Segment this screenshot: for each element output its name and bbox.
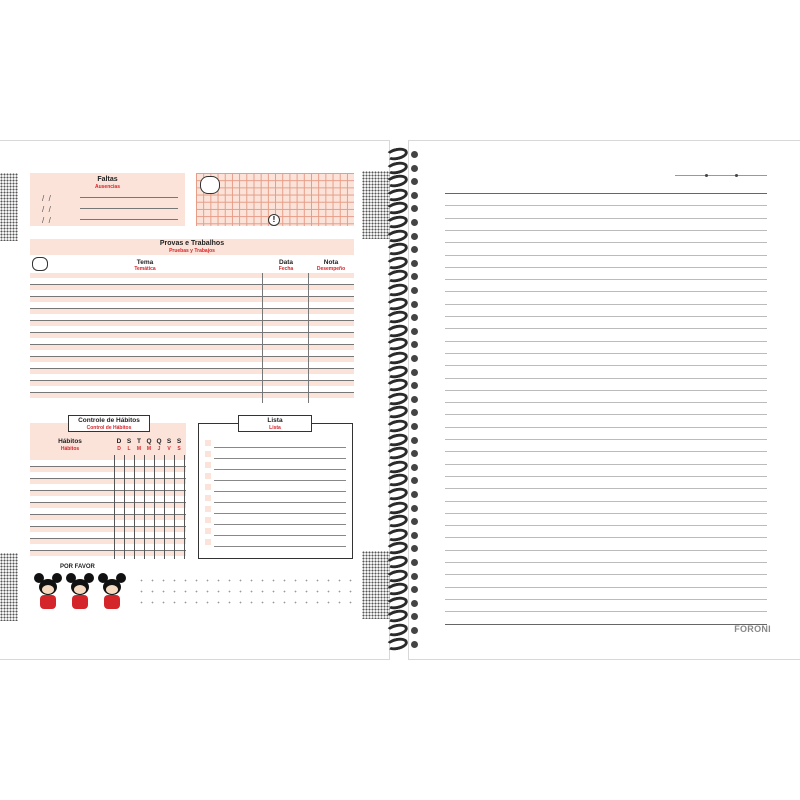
col-tema: Tema	[136, 259, 154, 266]
binding-hole	[411, 151, 418, 158]
lista-title: Lista	[267, 417, 283, 424]
spiral-ring	[385, 391, 409, 407]
spiral-ring	[385, 363, 409, 379]
binding-hole	[411, 450, 418, 457]
date-dot	[735, 174, 738, 177]
binding-hole	[411, 505, 418, 512]
right-page	[408, 140, 800, 660]
lista-line	[214, 524, 346, 525]
binding-hole	[411, 287, 418, 294]
spiral-ring	[385, 635, 409, 651]
ruled-line	[445, 402, 767, 403]
binding-hole	[411, 532, 418, 539]
binding-hole	[411, 314, 418, 321]
habit-day-es: J	[157, 446, 161, 452]
habit-grid-line	[134, 455, 135, 559]
binding-hole	[411, 396, 418, 403]
ruled-line	[445, 587, 767, 588]
lista-line	[214, 513, 346, 514]
habit-grid-line	[174, 455, 175, 559]
provas-divider	[262, 273, 263, 403]
provas-subtitle: Pruebas y Trabajos	[169, 248, 215, 254]
ruled-line	[445, 390, 767, 391]
ruled-line	[445, 476, 767, 477]
binding-hole	[411, 559, 418, 566]
binding-hole	[411, 409, 418, 416]
spiral-ring	[385, 323, 409, 339]
habitos-title-tab	[68, 415, 150, 432]
habit-grid-line	[164, 455, 165, 559]
habit-grid-line	[114, 455, 115, 559]
spiral-ring	[385, 268, 409, 284]
habitos-col-sub: Hábitos	[60, 446, 80, 452]
spiral-ring	[385, 431, 409, 447]
ruled-line	[445, 562, 767, 563]
faltas-date-slash: / / / / / /	[42, 194, 51, 225]
lista-checkbox[interactable]	[205, 484, 211, 490]
por-favor-label: POR FAVOR	[60, 564, 95, 570]
ruled-line	[445, 328, 767, 329]
ruled-line	[445, 439, 767, 440]
binding-hole	[411, 233, 418, 240]
binding-hole	[411, 369, 418, 376]
binding-hole	[411, 301, 418, 308]
spiral-ring	[385, 554, 409, 570]
col-nota: Nota	[323, 259, 339, 266]
binding-hole	[411, 423, 418, 430]
spiral-ring	[385, 146, 409, 162]
habit-day-es: D	[117, 446, 121, 452]
spiral-ring	[385, 540, 409, 556]
binding-hole	[411, 178, 418, 185]
binding-hole	[411, 192, 418, 199]
lista-checkbox[interactable]	[205, 473, 211, 479]
ruled-line	[445, 218, 767, 219]
ruled-line	[445, 267, 767, 268]
halftone-top-left	[0, 173, 18, 241]
lista-checkbox[interactable]	[205, 528, 211, 534]
spiral-ring	[385, 445, 409, 461]
ruled-line	[445, 304, 767, 305]
binding-hole	[411, 477, 418, 484]
ruled-line	[445, 611, 767, 612]
ruled-line	[445, 353, 767, 354]
binding-hole	[411, 165, 418, 172]
habit-grid-line	[124, 455, 125, 559]
binding-hole	[411, 545, 418, 552]
binding-hole	[411, 355, 418, 362]
ruled-line	[445, 341, 767, 342]
lista-line	[214, 491, 346, 492]
ruled-line	[445, 574, 767, 575]
binding-hole	[411, 600, 418, 607]
lista-checkbox[interactable]	[205, 440, 211, 446]
binding-hole	[411, 491, 418, 498]
halftone-bottom-left	[0, 553, 18, 621]
lista-checkbox[interactable]	[205, 495, 211, 501]
ruled-line	[445, 513, 767, 514]
col-data: Data	[278, 259, 294, 266]
spiral-ring	[385, 187, 409, 203]
ruled-line	[445, 427, 767, 428]
spiral-ring	[385, 173, 409, 189]
ruled-line	[445, 464, 767, 465]
binding-hole	[411, 219, 418, 226]
left-page	[0, 140, 390, 660]
binding-hole	[411, 437, 418, 444]
binding-hole	[411, 341, 418, 348]
habit-grid-line	[144, 455, 145, 559]
spiral-ring	[385, 567, 409, 583]
lista-line	[214, 469, 346, 470]
lista-checkbox[interactable]	[205, 517, 211, 523]
habit-day-es: V	[167, 446, 171, 452]
ruled-line	[445, 279, 767, 280]
habit-day-pt: T	[137, 438, 141, 445]
faltas-title: Faltas	[97, 176, 118, 183]
col-tema-sub: Temática	[134, 266, 156, 272]
spiral-ring	[385, 241, 409, 257]
provas-title: Provas e Trabalhos	[159, 240, 225, 247]
provas-divider	[308, 273, 309, 403]
spiral-ring	[385, 309, 409, 325]
habitos-grid	[30, 455, 186, 559]
mickey-hands-icon	[200, 176, 220, 194]
date-dot	[705, 174, 708, 177]
spiral-ring	[385, 472, 409, 488]
spiral-ring	[385, 255, 409, 271]
ruled-line	[445, 501, 767, 502]
binding-hole	[411, 641, 418, 648]
ruled-line	[445, 291, 767, 292]
dot-grid	[136, 575, 354, 609]
spiral-ring	[385, 581, 409, 597]
ruled-line	[445, 488, 767, 489]
habit-day-pt: S	[166, 438, 172, 445]
ruled-line	[445, 193, 767, 194]
lista-line	[214, 535, 346, 536]
mickey-icon	[66, 573, 94, 613]
ruled-line	[445, 378, 767, 379]
spiral-ring	[385, 227, 409, 243]
exclamation-icon: !	[268, 214, 280, 226]
spiral-ring	[385, 608, 409, 624]
faltas-line	[80, 208, 178, 209]
lista-checkbox[interactable]	[205, 539, 211, 545]
habit-day-es: L	[127, 446, 131, 452]
spiral-ring	[385, 486, 409, 502]
faltas-subtitle: Ausencias	[94, 184, 120, 190]
ruled-line	[445, 365, 767, 366]
spiral-ring	[385, 214, 409, 230]
habit-day-pt: S	[176, 438, 182, 445]
habit-day-es: S	[177, 446, 181, 452]
spiral-ring	[385, 159, 409, 175]
date-line	[675, 175, 767, 176]
habitos-subtitle: Control de Hábitos	[86, 425, 132, 431]
glove-icon	[32, 257, 48, 271]
spiral-ring	[385, 513, 409, 529]
spiral-ring	[385, 336, 409, 352]
binding-hole	[411, 464, 418, 471]
habit-day-pt: Q	[146, 438, 152, 445]
lista-line	[214, 480, 346, 481]
ruled-line	[445, 599, 767, 600]
habitos-title: Controle de Hábitos	[78, 417, 140, 424]
ruled-line	[445, 230, 767, 231]
habit-day-pt: D	[116, 438, 122, 445]
spiral-ring	[385, 595, 409, 611]
lista-checkbox[interactable]	[205, 462, 211, 468]
ruled-line	[445, 550, 767, 551]
lista-subtitle: Lista	[269, 425, 281, 431]
binding-hole	[411, 260, 418, 267]
ruled-line	[445, 451, 767, 452]
lista-checkbox[interactable]	[205, 506, 211, 512]
spiral-ring	[385, 622, 409, 638]
spiral-ring	[385, 404, 409, 420]
provas-header	[30, 239, 354, 255]
ruled-line	[445, 316, 767, 317]
ruled-line	[445, 242, 767, 243]
binding-hole	[411, 573, 418, 580]
spiral-ring	[385, 459, 409, 475]
faltas-line	[80, 197, 178, 198]
spiral-ring	[385, 282, 409, 298]
spiral-ring	[385, 350, 409, 366]
binding-hole	[411, 613, 418, 620]
faltas-box	[30, 173, 185, 226]
lista-line	[214, 447, 346, 448]
binding-hole	[411, 205, 418, 212]
spiral-ring	[385, 418, 409, 434]
habitos-days	[114, 438, 186, 454]
binding-hole	[411, 518, 418, 525]
ruled-line	[445, 205, 767, 206]
lista-line	[214, 502, 346, 503]
mickey-icon	[98, 573, 126, 613]
habit-grid-line	[154, 455, 155, 559]
spiral-ring	[385, 527, 409, 543]
ruled-line	[445, 525, 767, 526]
habit-day-pt: S	[126, 438, 132, 445]
spiral-ring	[385, 499, 409, 515]
ruled-line	[445, 414, 767, 415]
grid-box	[196, 173, 354, 226]
mickey-icon	[34, 573, 62, 613]
brand-logo: FORONI	[734, 624, 771, 634]
faltas-line	[80, 219, 178, 220]
binding-hole	[411, 328, 418, 335]
col-nota-sub: Desempeño	[316, 266, 346, 272]
col-data-sub: Fecha	[278, 266, 294, 272]
lista-line	[214, 458, 346, 459]
binding-hole	[411, 246, 418, 253]
ruled-line	[445, 255, 767, 256]
provas-table	[30, 273, 354, 403]
habit-day-es: M	[136, 446, 142, 452]
habit-day-pt: Q	[156, 438, 162, 445]
ruled-line	[445, 624, 767, 625]
lista-title-tab	[238, 415, 312, 432]
binding-hole	[411, 627, 418, 634]
spiral-ring	[385, 295, 409, 311]
habitos-col: Hábitos	[58, 438, 82, 445]
ruled-line	[445, 537, 767, 538]
binding-hole	[411, 586, 418, 593]
lista-line	[214, 546, 346, 547]
habit-grid-line	[184, 455, 185, 559]
habit-day-es: M	[146, 446, 152, 452]
binding-hole	[411, 382, 418, 389]
binding-hole	[411, 273, 418, 280]
lista-checkbox[interactable]	[205, 451, 211, 457]
spiral-ring	[385, 200, 409, 216]
spiral-ring	[385, 377, 409, 393]
